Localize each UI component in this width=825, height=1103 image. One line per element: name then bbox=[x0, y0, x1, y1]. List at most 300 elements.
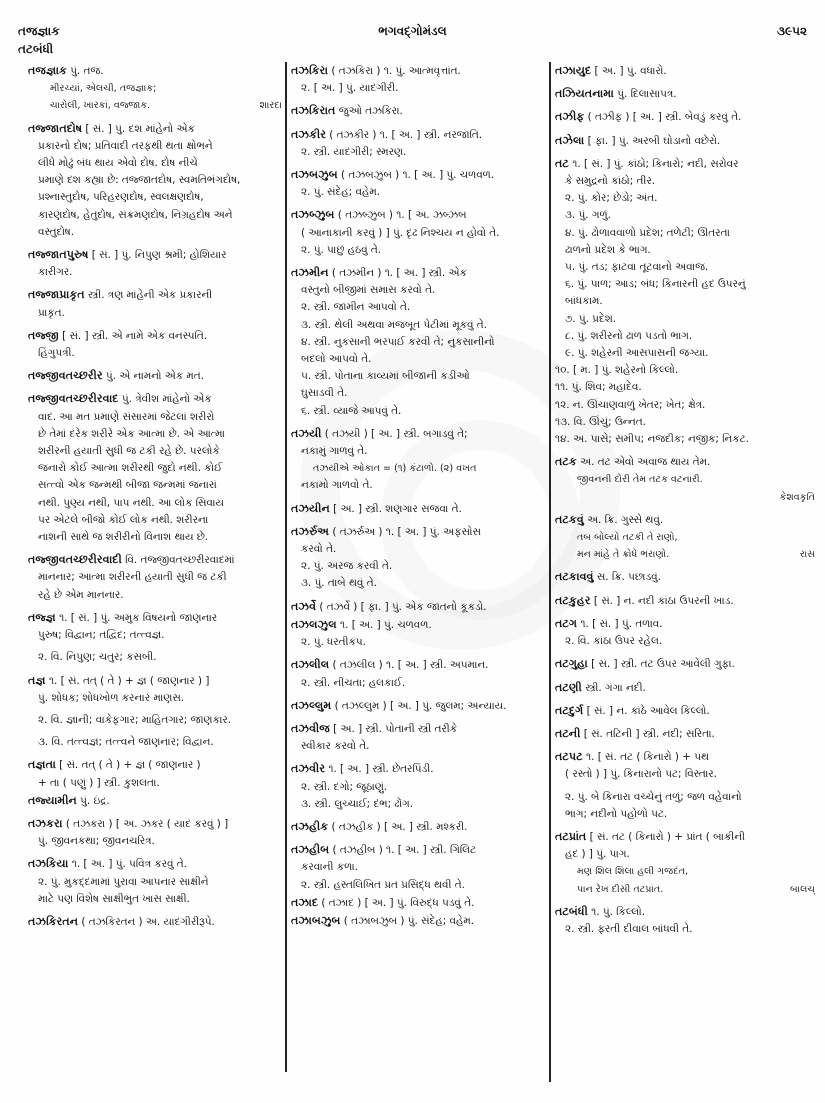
headword: તઝલીલ bbox=[291, 658, 330, 672]
headword: તઝીફ bbox=[555, 110, 585, 124]
entry-line bbox=[555, 85, 815, 103]
entry-line bbox=[291, 841, 545, 859]
headword: તજ્યામીન bbox=[28, 793, 77, 807]
definition-text: ૨. સ્ત્રી. હસ્તલિખિત પ્રત પ્રસિદ્ધ થવી તે. bbox=[301, 878, 465, 891]
definition-text: ( તઝર્રુઅ ) ૧. [ અ. ] પું. અફસોસ bbox=[329, 525, 481, 538]
definition-text: ( તઝયી ) [ અ. ] સ્ત્રી. બગાડવું તે; bbox=[321, 427, 468, 440]
definition-line bbox=[28, 833, 282, 850]
entry-line bbox=[555, 679, 815, 697]
definition-text: ૧. [ અ. ] સ્ત્રી. છેતરપિંડી. bbox=[325, 763, 434, 776]
definition-line bbox=[291, 779, 545, 796]
definition-line bbox=[291, 299, 545, 316]
entry-line bbox=[555, 568, 815, 586]
definition-text: ૧૧. પું. શિવ; મહાદેવ. bbox=[555, 381, 642, 394]
definition-line bbox=[291, 351, 545, 368]
definition-text: ( તઝબઝુબ ) ૧. [ અ. ] પું. ચળવળ. bbox=[337, 169, 495, 182]
definition-line bbox=[291, 859, 545, 876]
entry-line bbox=[28, 367, 282, 385]
definition-text: જુઓ તઝકિરા. bbox=[335, 105, 403, 118]
column-3 bbox=[555, 62, 815, 938]
entry-line bbox=[28, 286, 282, 304]
definition-text: ૨. સ્ત્રી. દગો; જૂઠાણું. bbox=[301, 780, 388, 793]
quotation-text: ચારોલી, ખારકાં, વજ્જાક. bbox=[50, 100, 151, 112]
definition-text: બાંધકામ. bbox=[565, 295, 603, 308]
definition-text: ૩. પું. તાબે થવું તે. bbox=[301, 577, 377, 590]
definition-text: ૨. સ્ત્રી. ફરતી દીવાલ બાંધવી તે. bbox=[565, 922, 693, 935]
definition-line bbox=[555, 414, 815, 431]
definition-text: ૧. [ સં. તત્ ( તે ) + જ્ઞ ( જાણનાર ) ] bbox=[45, 674, 210, 687]
headword: તજ્જાતપુરુષ bbox=[28, 248, 89, 262]
definition-text: ૨. વિ. કાંઠા ઉપર રહેલ. bbox=[565, 635, 663, 648]
definition-text: ૩. વિ. તત્ત્વજ્ઞ; તત્ત્વને જાણનાર; વિદ્વાન. bbox=[38, 736, 214, 749]
definition-line bbox=[291, 634, 545, 651]
headword: તઝાબઝુબ bbox=[291, 913, 341, 927]
definition-text: ૬. પું. પાળ; આડ; બંધ; કિનારની હદ ઉપરનું bbox=[565, 278, 746, 291]
headword: તઝકિરતન bbox=[28, 914, 79, 928]
definition-text: ભાગ; નદીનો પહોળો પટ. bbox=[565, 807, 668, 820]
entry-line bbox=[555, 132, 815, 150]
quotation-text: પાન રેખ દીસી તટપ્રાંત. bbox=[577, 883, 664, 895]
headword: તઝમીન bbox=[291, 266, 329, 280]
entry-line bbox=[28, 120, 282, 138]
definition-text: ૩. પું. ગળું. bbox=[565, 209, 611, 222]
definition-text: સ્ત્રી. ગંગા નદી. bbox=[581, 681, 646, 694]
definition-text: ( તઝહીબ ) ૧. [ અ. ] સ્ત્રી. ગિલિટ bbox=[329, 844, 477, 857]
definition-line bbox=[28, 734, 282, 751]
headword: તઝવીર bbox=[291, 762, 326, 776]
guide-word-first: તજજ્ઞાક bbox=[18, 24, 60, 38]
headword: તજ્જાતદોષ bbox=[28, 121, 83, 135]
column-2 bbox=[291, 62, 545, 930]
definition-text: ( તઝર્વે ) [ ફા. ] પું. એક જાતનો કૂકડો. bbox=[316, 600, 487, 613]
entry-line bbox=[291, 760, 545, 778]
entry-line bbox=[291, 500, 545, 518]
definition-line bbox=[291, 541, 545, 558]
headword: તઝર્વે bbox=[291, 599, 317, 613]
quotation-line bbox=[555, 529, 815, 546]
headword: તઝયી bbox=[291, 426, 322, 440]
definition-text: વસ્તુદોષ. bbox=[38, 225, 75, 238]
definition-text: ૪. પું. ઢોળાવવાળો પ્રદેશ; તળેટી; ઊતરતા bbox=[565, 226, 730, 239]
headword: તટકાવવું bbox=[555, 570, 594, 584]
definition-line bbox=[555, 276, 815, 293]
entry-line bbox=[555, 62, 815, 80]
entry-line bbox=[28, 390, 282, 408]
definition-line bbox=[28, 891, 282, 908]
definition-line bbox=[555, 225, 815, 242]
definition-text: [ સં. તટિની ] સ્ત્રી. નદી; સરિતા. bbox=[580, 727, 715, 740]
headword: તઝર્રુઅ bbox=[291, 524, 330, 538]
headword: તજજ્ઞાક bbox=[28, 64, 67, 77]
definition-text: પર એટલે બીજો કોઈ લોક નથી. શરીરના bbox=[38, 513, 209, 526]
definition-line bbox=[28, 305, 282, 322]
definition-text: [ સં. ] ન. કાંઠે આવેલ કિલ્લો. bbox=[583, 704, 710, 717]
entry-line bbox=[28, 62, 282, 80]
quotation-line bbox=[555, 471, 815, 488]
definition-text: રહે છે એમ માનનાર. bbox=[38, 588, 124, 601]
definition-text: પ્રમાણે દશ કહ્યા છે: તજ્જાતદોષ, સ્વમતિભંગદોષ, bbox=[38, 174, 241, 187]
entry-line bbox=[291, 126, 545, 144]
definition-text: ૨. સ્ત્રી. જામીન આપવો તે. bbox=[301, 301, 411, 314]
definition-line bbox=[555, 397, 815, 414]
headword: તટ bbox=[555, 156, 569, 170]
definition-text: પ્રાકૃત. bbox=[38, 306, 65, 319]
headword: તઝિયતનામા bbox=[555, 87, 614, 101]
headword: તટની bbox=[555, 726, 581, 740]
definition-text: લીધે મોઢું બંધ થાય એવો દોષ. દોષ નીચે bbox=[38, 157, 198, 170]
definition-text: નથી. પુણ્ય નથી, પાપ નથી. આ લોક સિવાય bbox=[38, 496, 224, 509]
definition-text: સ. ક્રિ. પછાડવું. bbox=[593, 571, 661, 584]
definition-text: ૧. પું. કિલ્લો. bbox=[587, 905, 646, 918]
definition-line bbox=[28, 409, 282, 426]
definition-text: સત્ત્વો એક જન્મથી બીજા જન્મમાં જનારાં bbox=[38, 479, 217, 492]
definition-text: [ સં. ] પું. નિપુણ શ્રમી; હોશિયાર bbox=[88, 249, 227, 262]
definition-text: કરવો તે. bbox=[301, 543, 337, 556]
definition-line bbox=[28, 224, 282, 241]
headword: તજ્ઞતા bbox=[28, 758, 56, 772]
definition-text: ( તઝીફ ) [ અ. ] સ્ત્રી. બેવડું કરવું તે. bbox=[584, 111, 742, 124]
definition-text: પ્રકારનો દોષ; પ્રતિવાદી તરફથી થતા ક્ષોભને bbox=[38, 139, 213, 152]
headword: તટદુર્ગ bbox=[555, 703, 584, 717]
definition-line bbox=[555, 633, 815, 650]
definition-line bbox=[555, 806, 815, 823]
definition-line bbox=[291, 738, 545, 755]
headword: તટપ્રાંત bbox=[555, 829, 587, 843]
definition-line bbox=[291, 242, 545, 259]
definition-text: [ સં. ] ન. નદી કાંઠા ઉપરની ખાડ. bbox=[590, 594, 734, 607]
definition-text: કરવાની કળા. bbox=[301, 861, 359, 874]
definition-line bbox=[28, 512, 282, 529]
definition-text: ( આનાકાની કરવું ) ] પું. દૃઢ નિશ્ચય ન હોવો તે. bbox=[301, 226, 500, 239]
definition-line bbox=[291, 403, 545, 420]
definition-text: [ ફા. ] પું. અરબી ઘોડાનો વછેરો. bbox=[584, 134, 721, 147]
entry-line bbox=[555, 702, 815, 720]
entry-line bbox=[291, 206, 545, 224]
definition-text: [ સં. તટ ( કિનારો ) + પ્રાંત ( બાકીની bbox=[586, 830, 745, 843]
definition-text: છે તેમાં દરેક શરીરે એક આત્મા છે. એ આત્મા bbox=[38, 427, 225, 440]
definition-text: ( તઝલ્લુમ ) [ અ. ] પું. જુલમ; અન્યાય. bbox=[331, 699, 507, 712]
definition-text: માટે પણ વિશેષ સાક્ષીભુત ખાસ સાક્ષી. bbox=[38, 892, 190, 905]
definition-text: [ સં. ] સ્ત્રી. એ નામે એક વનસ્પતિ. bbox=[58, 329, 208, 342]
definition-line bbox=[28, 649, 282, 666]
definition-text: ૨. પું. ધરતીકંપ. bbox=[301, 636, 366, 649]
entry-line bbox=[28, 792, 282, 810]
definition-line bbox=[291, 385, 545, 402]
entry-line bbox=[555, 592, 815, 610]
definition-text: [ અ. ] પું. વધારો. bbox=[591, 65, 667, 77]
definition-text: ( તઝબ્ઝુબ ) ૧. [ અ. ઝબ્ઝબ bbox=[334, 209, 467, 222]
definition-text: ૨. પું. કોર; છેડો; અંત. bbox=[565, 192, 658, 205]
definition-line bbox=[555, 431, 815, 448]
definition-text: ૨. પું. બે કિનારા વચ્ચેનું તળું; જળ વહેવાનો bbox=[565, 790, 742, 803]
definition-line bbox=[28, 712, 282, 729]
definition-text: પું. દિલાસાપત્ર. bbox=[613, 88, 677, 101]
headword: તઝવીજ bbox=[291, 721, 330, 735]
entry-line bbox=[555, 453, 815, 471]
headword: તઝકરા bbox=[28, 816, 63, 830]
definition-text: ૧૦. [ મ. ] પું. શહેરનો કિલ્લો. bbox=[555, 364, 679, 377]
definition-text: ૨. સ્ત્રી. નીચતા; હલકાઈ. bbox=[301, 676, 406, 689]
headword: તજ્જીવતચ્છરીરવાદી bbox=[28, 553, 122, 567]
definition-line bbox=[28, 477, 282, 494]
definition-text: ૨. પું. સંદેહ; વહેમ. bbox=[301, 186, 380, 199]
definition-line bbox=[555, 846, 815, 863]
entry-line bbox=[28, 756, 282, 774]
definition-line bbox=[28, 690, 282, 707]
definition-text: ( રસ્તો ) ] પું. કિનારાનો પટ; વિસ્તાર. bbox=[565, 768, 717, 781]
definition-text: ૨. વિ. નિપુણ; ચતુર; કસબી. bbox=[38, 651, 157, 664]
quotation-line bbox=[28, 97, 282, 114]
definition-text: ૧. [ અ. ] પું. ચળવળ. bbox=[336, 618, 432, 631]
definition-line bbox=[28, 443, 282, 460]
quotation-text: જીવનની દોરી તેમ તટક વટનારી. bbox=[577, 474, 703, 486]
definition-text: પું. ઇંદ્ર. bbox=[76, 794, 110, 807]
citation-source: કેશવકૃતિ bbox=[779, 491, 815, 503]
definition-text: [ સં. તત્ ( તે ) + જ્ઞ ( જાણનાર ) bbox=[55, 759, 201, 772]
headword: તટણી bbox=[555, 680, 582, 694]
entry-line bbox=[28, 551, 282, 569]
definition-text: પ્રશ્નાસ્તુદોષ, પરિહરણદોષ, સ્વલક્ષણદોષ, bbox=[38, 191, 204, 204]
definition-text: ( તઝકરા ) [ અ. ઝકર ( યાદ કરવું ) ] bbox=[62, 817, 229, 830]
headword: તટબંધી bbox=[555, 904, 588, 918]
quotation-text: મન માંહે તે ક્રોધે ભરાણો. bbox=[577, 549, 670, 561]
headword: તજ્ઞ bbox=[28, 673, 46, 687]
definition-text: ૧૨. ન. ઊંચાણવાળું ખેતર; ખેત; ક્ષેત્ર. bbox=[555, 398, 706, 411]
definition-line bbox=[291, 477, 545, 494]
definition-text: ૫. પું. તડ; ફાટવા તૂટવાનો અવાજ. bbox=[565, 261, 709, 274]
definition-text: ( તઝકિરા ) ૧. પું. આત્મવૃત્તાંત. bbox=[328, 65, 461, 77]
entry-line bbox=[291, 894, 545, 912]
definition-text: શરીરની હયાતી સુધી જ ટકી રહે છે. પરલોકે bbox=[38, 445, 220, 458]
quotation-line bbox=[555, 546, 815, 563]
headword: તજ્જીવતચ્છરીર bbox=[28, 369, 103, 383]
headword: તજ્જીવતચ્છરીરવાદ bbox=[28, 392, 119, 406]
definition-line bbox=[28, 264, 282, 281]
definition-line bbox=[291, 184, 545, 201]
page-header bbox=[0, 0, 825, 58]
entry-line bbox=[555, 511, 815, 529]
entry-line bbox=[555, 828, 815, 846]
headword: તઝકિરાત bbox=[291, 104, 336, 118]
entry-line bbox=[555, 903, 815, 921]
entry-line bbox=[291, 425, 545, 443]
entry-line bbox=[28, 609, 282, 627]
definition-text: પું. તજ. bbox=[66, 65, 104, 77]
definition-text: અ. તટ એવો અવાજ થાય તેમ. bbox=[576, 456, 711, 469]
headword: તઝાદ bbox=[291, 895, 319, 909]
definition-line bbox=[291, 225, 545, 242]
definition-text: ૮. પું. શરીરનો ઢાળ પડતો ભાગ. bbox=[565, 329, 693, 342]
definition-text: નકામો ગાળવો તે. bbox=[301, 479, 373, 492]
definition-text: [ અ. ] સ્ત્રી. શણગાર સજવા તે. bbox=[329, 502, 462, 515]
entry-line bbox=[291, 598, 545, 616]
entry-line bbox=[291, 616, 545, 634]
entry-line bbox=[555, 748, 815, 766]
entry-line bbox=[555, 655, 815, 673]
definition-text: પું. શોધક; શોધખોળ કરનાર માણસ. bbox=[38, 691, 185, 704]
definition-line bbox=[28, 529, 282, 546]
definition-line bbox=[28, 207, 282, 224]
definition-text: ૬. સ્ત્રી. વ્યાજે આપવું તે. bbox=[301, 404, 402, 417]
definition-line bbox=[555, 766, 815, 783]
quotation-line bbox=[555, 881, 815, 898]
quotation-text: તબ બોલ્યો તટકી તે રાણો, bbox=[577, 532, 678, 544]
definition-text: ૧. [ સં. ] પું. તળાવ. bbox=[577, 617, 663, 630]
definition-line bbox=[28, 189, 282, 206]
definition-text: પું. ત્રેવીશ માંહેનો એક bbox=[118, 393, 212, 406]
definition-line bbox=[291, 675, 545, 692]
headword: તઝકિરા bbox=[291, 64, 329, 77]
definition-text: માનનાર; આત્મા શરીરની હયાતી સુધી જ ટકી bbox=[38, 571, 227, 584]
entry-line bbox=[291, 656, 545, 674]
definition-text: ૨. સ્ત્રી. યાદગીરી; સ્મરણ. bbox=[301, 145, 407, 158]
definition-line bbox=[28, 155, 282, 172]
definition-text: ૨. વિ. જ્ઞાની; વાકેફગાર; માહિતગાર; જાણકાર. bbox=[38, 713, 232, 726]
definition-text: [ સં. ] પું. દશ માંહેનો એક bbox=[82, 122, 195, 135]
definition-line bbox=[555, 311, 815, 328]
quotation-line bbox=[28, 80, 282, 97]
definition-text: ૨. પું. પાછું હઠવું તે. bbox=[301, 243, 382, 256]
definition-line bbox=[291, 144, 545, 161]
definition-text: કારીગર. bbox=[38, 266, 73, 279]
guide-word-last: તટબંધી bbox=[18, 42, 54, 56]
definition-text: વસ્તુનો બીજીમાં સમાસ કરવો તે. bbox=[301, 284, 436, 297]
definition-text: વાદ. આ મત પ્રમાણે સંસારમાં જેટલાં શરીરો bbox=[38, 410, 215, 423]
definition-text: ૧. [ સં. તટ ( કિનારો ) + પથ bbox=[582, 751, 709, 764]
headword: તઝકિયા bbox=[28, 857, 69, 871]
quotation-line bbox=[555, 863, 815, 880]
headword: તટક bbox=[555, 455, 577, 469]
headword: તઝબઝુબ bbox=[291, 168, 338, 182]
definition-line bbox=[28, 426, 282, 443]
definition-line bbox=[555, 259, 815, 276]
definition-text: ૪. સ્ત્રી. નુકસાની ભરપાઈ કરવી તે; નુકસાનીનો bbox=[301, 335, 495, 348]
definition-text: હિંગુપત્રી. bbox=[38, 347, 75, 360]
definition-line bbox=[555, 173, 815, 190]
definition-text: ( તઝલીલ ) ૧. [ અ. ] સ્ત્રી. અપમાન. bbox=[329, 659, 489, 672]
entry-line bbox=[28, 246, 282, 264]
definition-text: ( તઝમીન ) ૧. [ અ. ] સ્ત્રી. એક bbox=[328, 267, 467, 280]
definition-line bbox=[555, 242, 815, 259]
definition-text: ( તઝકિરતન ) અ. યાદગીરીરૂપે. bbox=[78, 915, 215, 928]
headword: તઝેલા bbox=[555, 133, 585, 147]
definition-text: [ સં. ] સ્ત્રી. તટ ઉપર આવેલી ગુફા. bbox=[587, 658, 735, 671]
definition-line bbox=[291, 443, 545, 460]
quotation-text: મણ શિલ શિલા હલી ગજદંત, bbox=[577, 866, 688, 878]
definition-text: [ અ. ] સ્ત્રી. પોતાની સ્ત્રી તરીકે bbox=[329, 722, 458, 735]
definition-text: ૫. સ્ત્રી. પોતાના કાવ્યમાં બીજાની કડીઓ bbox=[301, 370, 470, 383]
definition-line bbox=[291, 575, 545, 592]
dictionary-columns bbox=[0, 62, 825, 1102]
quotation-text: મીરચ્યાં, એલચી, તજજ્ઞાક; bbox=[50, 83, 157, 95]
headword: તઝકીર bbox=[291, 127, 326, 141]
definition-text: પુરુષ; વિદ્વાન; તદ્વિદ; તત્ત્વજ્ઞ. bbox=[38, 629, 165, 642]
headword: તટકુહર bbox=[555, 593, 591, 607]
definition-text: ૩. સ્ત્રી. થેલી અથવા મજબૂત પેટીમાં મૂકવું તે. bbox=[301, 318, 487, 331]
definition-line bbox=[555, 293, 815, 310]
definition-text: નાશની સાથે જ શરીરીનો વિનાશ થાય છે. bbox=[38, 531, 209, 544]
definition-text: કે સમુદ્રનો કાંઠો; તીર. bbox=[565, 175, 656, 188]
definition-text: ૩. સ્ત્રી. લુચ્ચાઈ; દંભ; ઢોંગ. bbox=[301, 797, 414, 810]
headword: તઝબ્ઝુબ bbox=[291, 208, 335, 222]
headword: તઝલ્લુમ bbox=[291, 698, 332, 712]
definition-text: ૯. પું. શહેરની આસપાસની જગ્યા. bbox=[565, 347, 709, 360]
entry-line bbox=[291, 62, 545, 80]
citation-source: બાલચ્ bbox=[790, 883, 815, 895]
headword: તઝાયુદ bbox=[555, 64, 592, 77]
headword: તજ્જ્ઞ bbox=[28, 610, 56, 624]
definition-text: અ. ક્રિ. ગુસ્સે થવું. bbox=[583, 513, 664, 526]
definition-line bbox=[28, 460, 282, 477]
definition-line bbox=[555, 328, 815, 345]
entry-line bbox=[555, 615, 815, 633]
definition-line bbox=[555, 789, 815, 806]
definition-line bbox=[555, 921, 815, 938]
headword: તટગુહા bbox=[555, 657, 588, 671]
definition-line bbox=[291, 317, 545, 334]
definition-line bbox=[291, 877, 545, 894]
entry-line bbox=[291, 166, 545, 184]
entry-line bbox=[28, 913, 282, 931]
definition-line bbox=[555, 362, 815, 379]
definition-text: ( તઝાબઝુબ ) પું. સંદેહ; વહેમ. bbox=[340, 914, 475, 927]
definition-line bbox=[28, 874, 282, 891]
definition-line bbox=[291, 80, 545, 97]
definition-text: બદલો આપવો તે. bbox=[301, 353, 372, 366]
definition-text: ૧૪. અ. પાસે; સમીપ; નજદીક; નજીક; નિકટ. bbox=[555, 433, 749, 446]
definition-text: ૭. પું. પ્રદેશ. bbox=[565, 312, 617, 325]
headword: તઝયીન bbox=[291, 501, 330, 515]
entry-line bbox=[291, 264, 545, 282]
definition-line bbox=[28, 172, 282, 189]
definition-text: નકામું ગાળવું તે. bbox=[301, 445, 368, 458]
definition-text: ૧૩. વિ. ઊંચું; ઉન્નત. bbox=[555, 415, 646, 428]
definition-text: ઢાળનો પ્રદેશ કે ભાગ. bbox=[565, 243, 651, 256]
headword: તટગ bbox=[555, 616, 578, 630]
entry-line bbox=[291, 523, 545, 541]
definition-line bbox=[291, 334, 545, 351]
definition-text: વિ. તજ્જીવતચ્છરીરવાદમાં bbox=[121, 554, 235, 567]
definition-line bbox=[28, 495, 282, 512]
definition-text: ૨. પું. અરજ કરવી તે. bbox=[301, 560, 393, 573]
entry-line bbox=[28, 815, 282, 833]
definition-text: ઘુસાડવી તે. bbox=[301, 387, 348, 400]
definition-text: જનારો કોઈ આત્મા શરીરથી જુદો નથી. કોઈ bbox=[38, 462, 223, 475]
definition-line bbox=[28, 587, 282, 604]
definition-text: ૨. [ અ. ] પું. યાદગીરી. bbox=[301, 82, 399, 95]
headword: તઝહીક bbox=[291, 819, 329, 833]
definition-text: ( તઝાદ ) [ અ. ] પું. વિરુદ્ધ પડવું તે. bbox=[318, 896, 475, 909]
definition-text: પું. એ નામનો એક મત. bbox=[102, 370, 204, 383]
definition-line bbox=[28, 345, 282, 362]
headword: તટપટ bbox=[555, 750, 583, 764]
headword: તઝહીબ bbox=[291, 843, 330, 857]
entry-line bbox=[291, 720, 545, 738]
page-number: ૩૯૫૨ bbox=[776, 24, 807, 38]
definition-text: + તા ( પણું ) ] સ્ત્રી. કુશલતા. bbox=[38, 776, 160, 789]
definition-line bbox=[28, 138, 282, 155]
headword: તઝલઝુલ bbox=[291, 617, 337, 631]
definition-text: ૧. [ સં. ] પું. કાંઠો; કિનારો; નદી, સરોવર bbox=[568, 157, 739, 170]
definition-line bbox=[28, 569, 282, 586]
definition-line bbox=[555, 190, 815, 207]
definition-line bbox=[291, 282, 545, 299]
citation-source: રાસ bbox=[799, 549, 815, 561]
column-divider bbox=[285, 62, 287, 1072]
definition-text: ( તઝકીર ) ૧. [ અ. ] સ્ત્રી. નરજાતિ. bbox=[325, 128, 483, 141]
column-divider bbox=[549, 62, 551, 1082]
entry-line bbox=[555, 155, 815, 173]
